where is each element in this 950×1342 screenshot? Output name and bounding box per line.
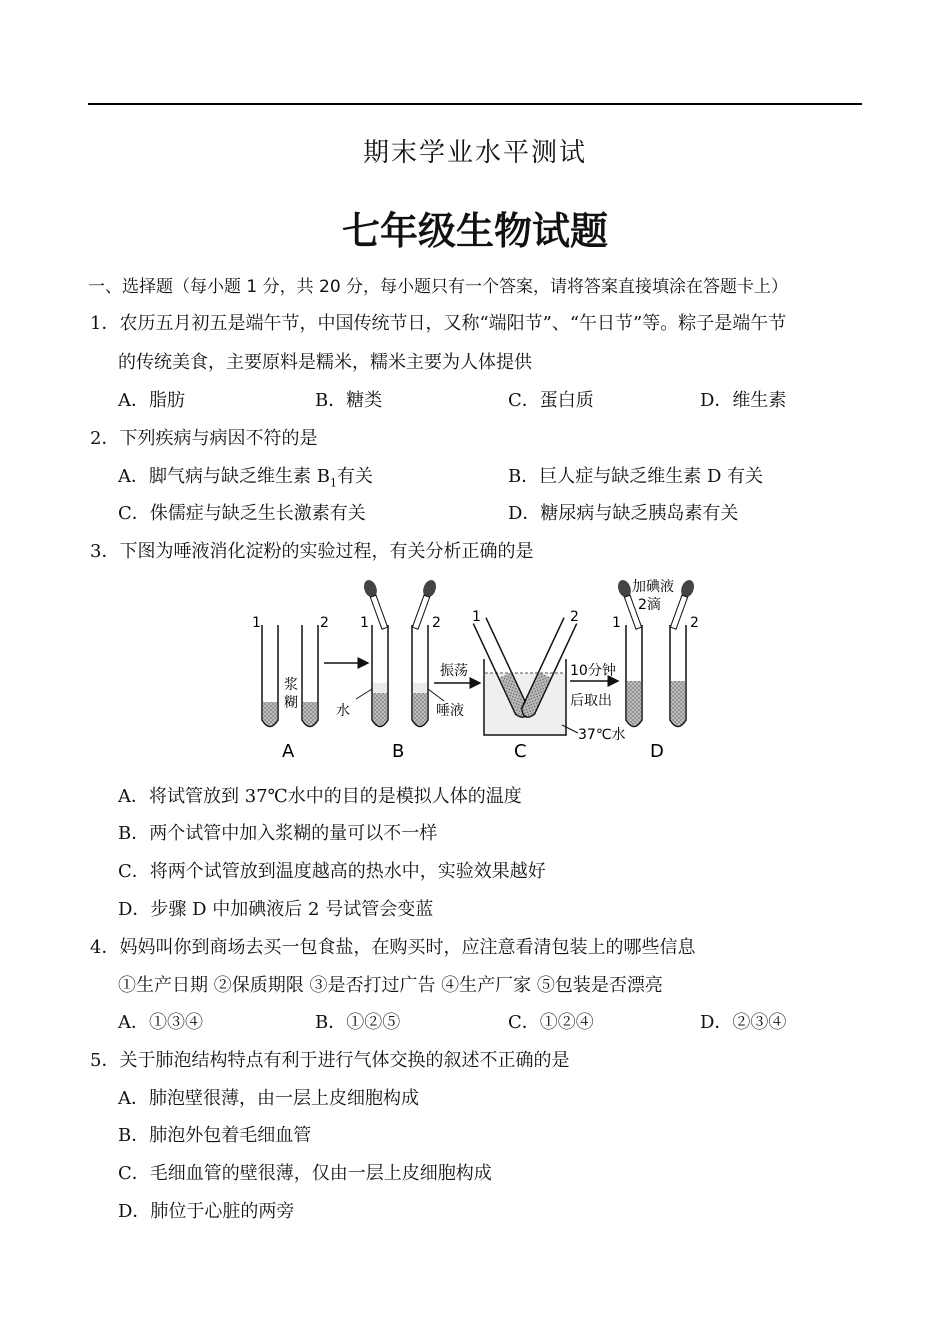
q1-option-a[interactable]: A．脂肪	[118, 390, 185, 411]
step-b-caption: B	[392, 741, 405, 762]
exam-subtitle: 期末学业水平测试	[362, 138, 587, 168]
step-a-label-2: 2	[320, 615, 329, 631]
paste-label-1: 浆	[284, 677, 298, 693]
step-d-tube-2-liquid	[671, 681, 685, 726]
step-b-tube-2-liquid	[413, 693, 427, 726]
q2-option-a[interactable]	[118, 465, 373, 496]
step-c-label-1: 1	[472, 609, 481, 625]
step-a-tube-1-liquid	[263, 702, 277, 726]
q1-option-d[interactable]: D．维生素	[700, 390, 787, 411]
q1-option-b[interactable]: B．糖类	[315, 390, 383, 411]
q1-option-c[interactable]: C．蛋白质	[508, 390, 594, 411]
q2-option-b[interactable]: B．巨人症与缺乏维生素 D 有关	[508, 466, 764, 487]
q3-option-b[interactable]: B．两个试管中加入浆糊的量可以不一样	[118, 823, 438, 844]
step-b-label-1: 1	[360, 615, 369, 631]
q1-stem-line2: 的传统美食，主要原料是糯米，糯米主要为人体提供	[118, 352, 532, 373]
q2-option-a-subscript: 1	[329, 476, 337, 490]
step-d-tube-1-liquid	[627, 681, 641, 726]
q4-option-b[interactable]: B．①②⑤	[315, 1012, 401, 1033]
q5-option-b[interactable]: B．肺泡外包着毛细血管	[118, 1125, 312, 1146]
step-a-caption: A	[282, 741, 295, 762]
step-b-label-2: 2	[432, 615, 441, 631]
q4-option-c[interactable]: C．①②④	[508, 1012, 594, 1033]
q3-option-a[interactable]: A．将试管放到 37℃水中的目的是模拟人体的温度	[118, 786, 522, 807]
q4-stem: 4．妈妈叫你到商场去买一包食盐，在购买时，应注意看清包装上的哪些信息	[90, 937, 696, 958]
q2-option-a-text: A．脚气病与缺乏维生素 B	[118, 466, 330, 487]
exam-title: 七年级生物试题	[341, 209, 608, 253]
q3-option-c[interactable]: C．将两个试管放到温度越高的热水中，实验效果越好	[118, 861, 546, 882]
iodine-label: 加碘液	[632, 579, 674, 595]
step-d-label-2: 2	[690, 615, 699, 631]
saliva-pointer	[428, 689, 444, 701]
step-a-label-1: 1	[252, 615, 261, 631]
q2-option-a-suffix: 有关	[336, 466, 373, 487]
step-d-group	[612, 578, 699, 727]
step-b-tube-1-water	[373, 683, 387, 693]
step-d-label-1: 1	[612, 615, 621, 631]
q3-stem: 3．下图为唾液消化淀粉的实验过程，有关分析正确的是	[90, 541, 534, 562]
step-b-tube-1-liquid	[373, 693, 387, 726]
step-a-group	[252, 615, 329, 727]
q5-stem: 5．关于肺泡结构特点有利于进行气体交换的叙述不正确的是	[90, 1050, 570, 1071]
q4-items: ①生产日期 ②保质期限 ③是否打过广告 ④生产厂家 ⑤包装是否漂亮	[118, 975, 663, 996]
temp-label: 37℃水	[578, 727, 626, 743]
step-c-label-2: 2	[570, 609, 579, 625]
q1-stem-line1: 1．农历五月初五是端午节，中国传统节日，又称“端阳节”、“午日节”等。粽子是端午节	[90, 313, 787, 334]
q5-option-d[interactable]: D．肺位于心脏的两旁	[118, 1201, 295, 1222]
shake-label: 振荡	[440, 663, 468, 679]
step-b-tube-2-saliva	[413, 683, 427, 693]
q5-option-a[interactable]: A．肺泡壁很薄，由一层上皮细胞构成	[118, 1088, 419, 1109]
water-label: 水	[336, 703, 350, 719]
saliva-label: 唾液	[436, 703, 464, 719]
step-a-tube-2-liquid	[303, 702, 317, 726]
section-heading: 一、选择题（每小题 1 分，共 20 分，每小题只有一个答案，请将答案直接填涂在答题卡上）	[88, 277, 789, 297]
q5-option-c[interactable]: C．毛细血管的壁很薄，仅由一层上皮细胞构成	[118, 1163, 492, 1184]
drops-label: 2滴	[638, 597, 661, 613]
experiment-figure	[240, 575, 710, 765]
water-bath-water	[485, 673, 565, 734]
q4-option-a[interactable]: A．①③④	[118, 1012, 203, 1033]
q4-option-d[interactable]: D．②③④	[700, 1012, 787, 1033]
water-pointer	[356, 689, 372, 699]
step-d-caption: D	[650, 741, 664, 762]
q2-option-c[interactable]: C．侏儒症与缺乏生长激素有关	[118, 503, 366, 524]
header-rule	[88, 103, 862, 105]
take-out-label: 后取出	[570, 693, 612, 709]
step-c-caption: C	[514, 741, 527, 762]
paste-label-2: 糊	[284, 695, 298, 711]
q2-option-d[interactable]: D．糖尿病与缺乏胰岛素有关	[508, 503, 739, 524]
q2-stem: 2．下列疾病与病因不符的是	[90, 428, 318, 449]
q3-option-d[interactable]: D．步骤 D 中加碘液后 2 号试管会变蓝	[118, 899, 434, 920]
step-b-group	[336, 578, 464, 726]
ten-min-label: 10分钟	[570, 663, 616, 679]
